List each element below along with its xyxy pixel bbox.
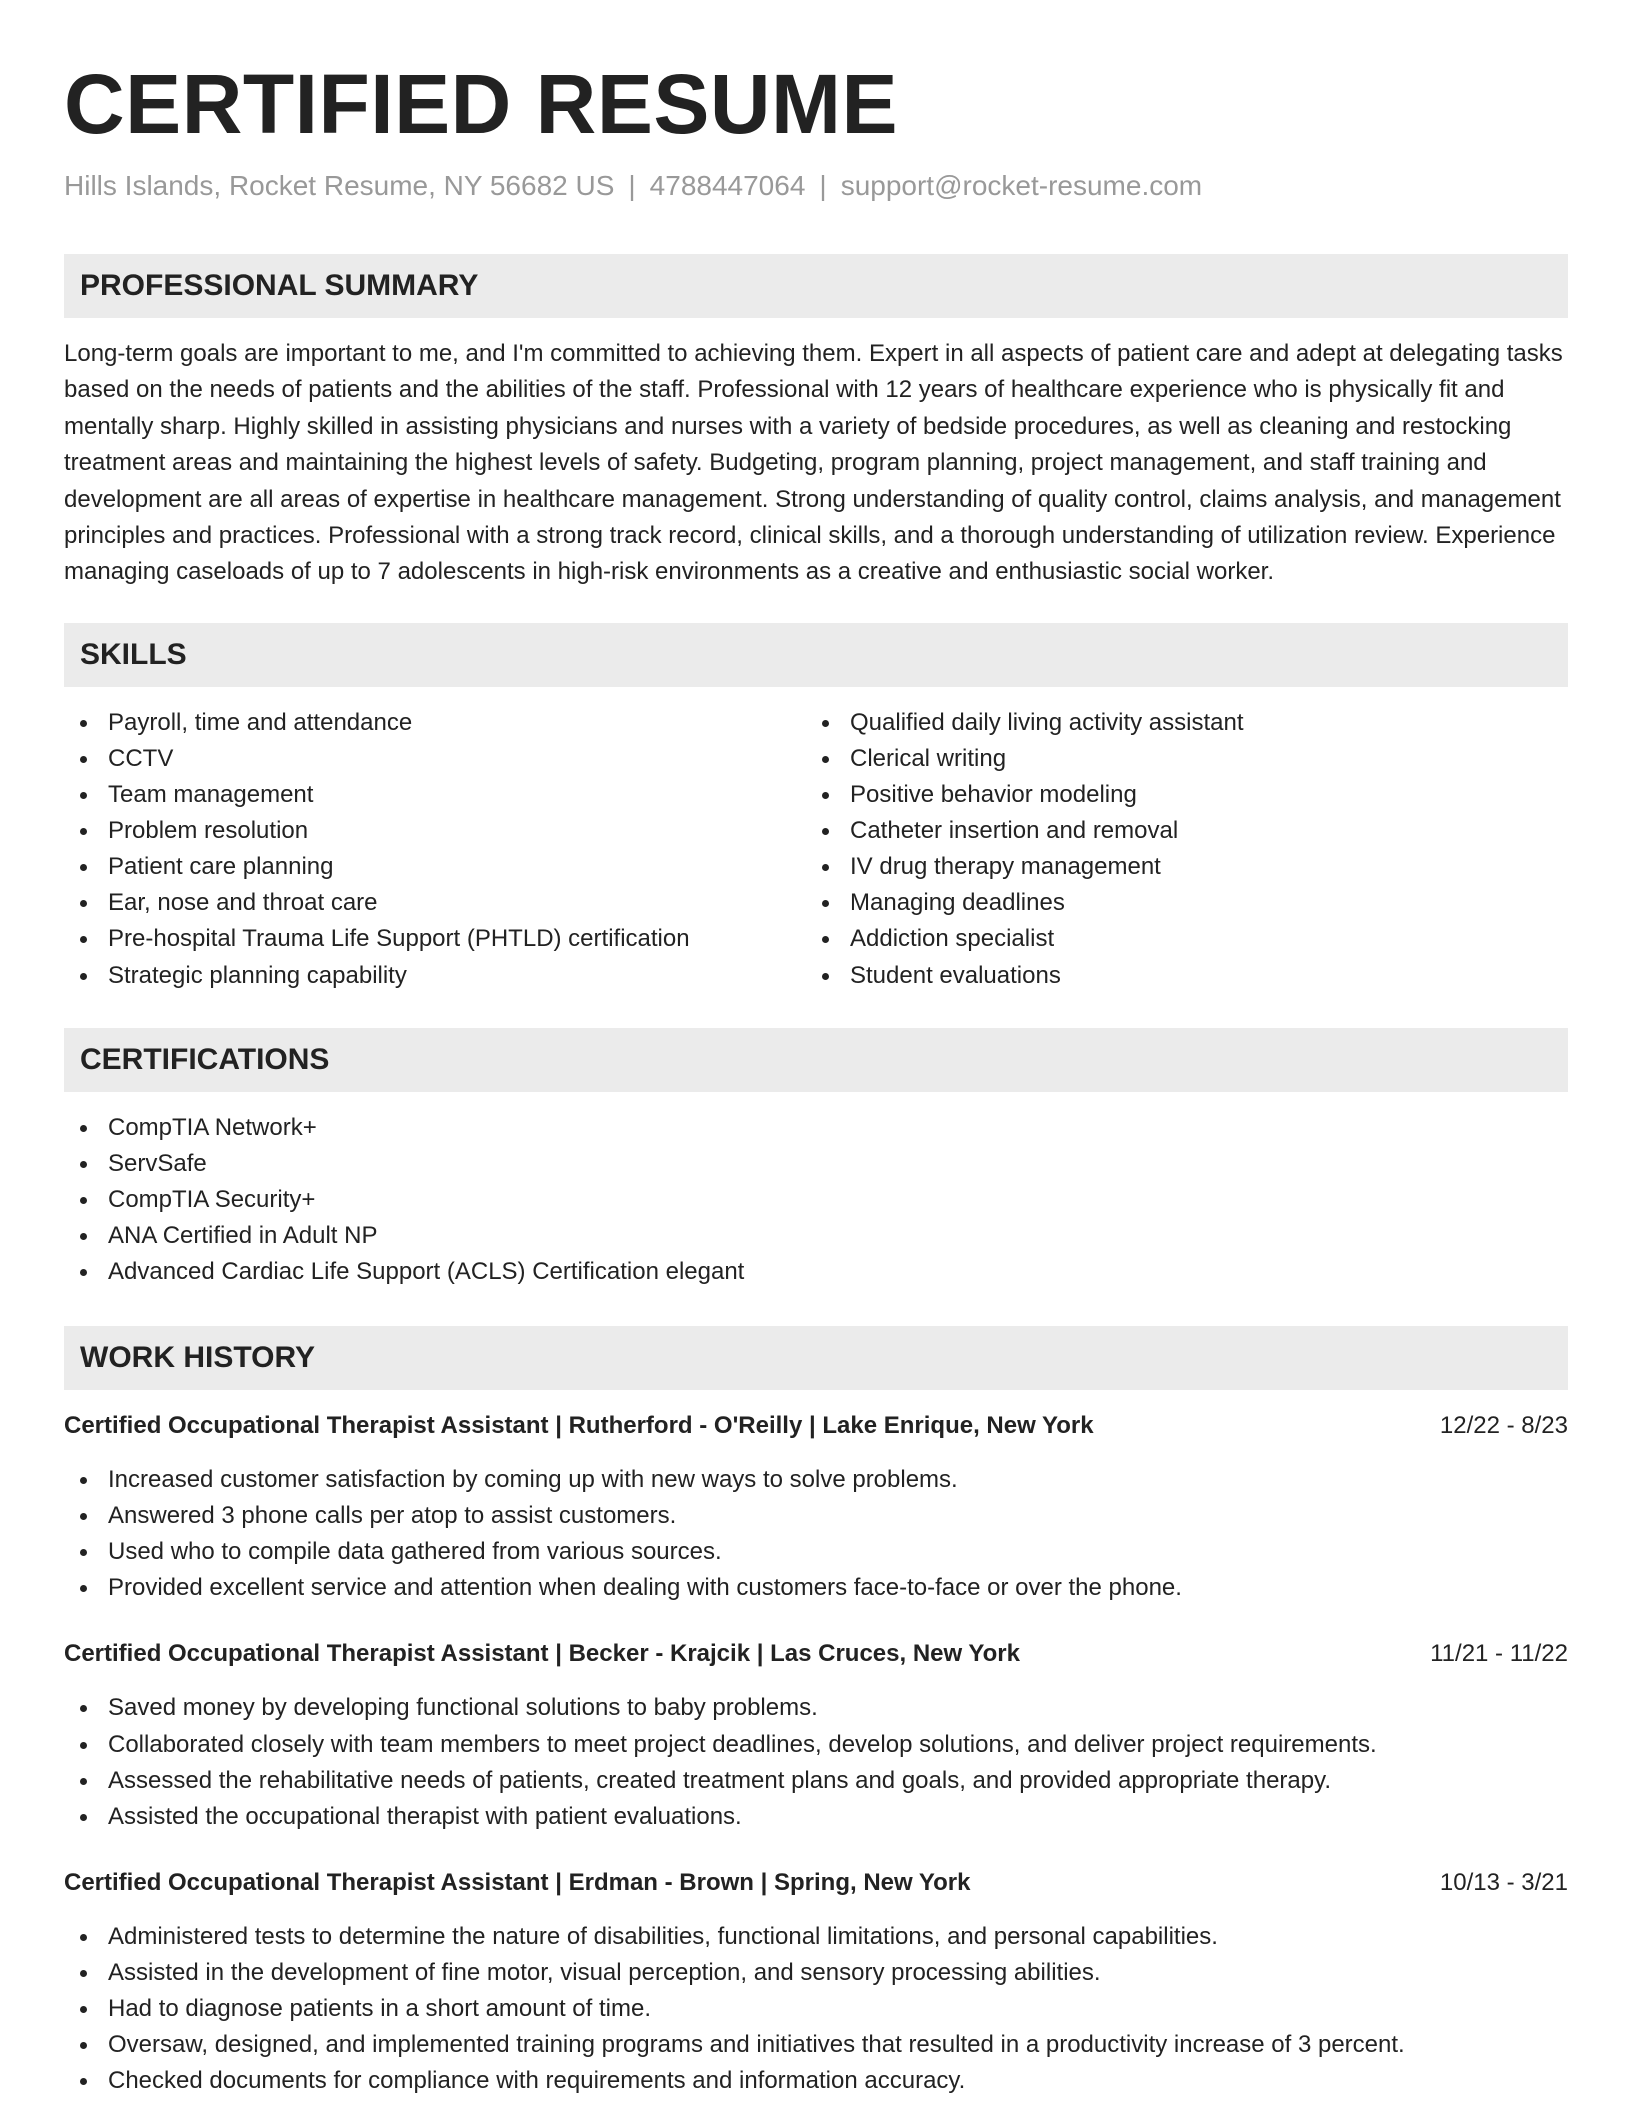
job-entry: [64, 1408, 1568, 1606]
job-entry: [64, 1865, 1568, 2099]
skill-item: Clerical writing: [806, 741, 1548, 777]
skill-item: Qualified daily living activity assistant: [806, 705, 1548, 741]
job-bullet: Assisted in the development of fine motor, visual perception, and sensory processing abilities.: [64, 1955, 1568, 1991]
contact-separator: |: [819, 170, 827, 201]
job-entry: [64, 1636, 1568, 1834]
skills-list-left: [64, 705, 806, 994]
contact-separator: |: [628, 170, 636, 201]
section-heading-skills: SKILLS: [64, 623, 1568, 687]
skill-item: Positive behavior modeling: [806, 777, 1548, 813]
job-title: Certified Occupational Therapist Assistant | Rutherford - O'Reilly | Lake Enrique, New York: [64, 1412, 1094, 1440]
skill-item: Ear, nose and throat care: [64, 885, 806, 921]
contact-address: Hills Islands, Rocket Resume, NY 56682 US: [64, 170, 615, 201]
job-bullet: Administered tests to determine the nature of disabilities, functional limitations, and personal capabilities.: [64, 1919, 1568, 1955]
job-bullet: Collaborated closely with team members to meet project deadlines, develop solutions, and deliver project requirements.: [64, 1727, 1568, 1763]
contact-line: [64, 168, 1568, 204]
job-bullet: Saved money by developing functional solutions to baby problems.: [64, 1690, 1568, 1726]
skill-item: IV drug therapy management: [806, 849, 1548, 885]
certification-item: CompTIA Security+: [64, 1182, 1568, 1218]
job-title: Certified Occupational Therapist Assistant | Erdman - Brown | Spring, New York: [64, 1868, 971, 1896]
job-bullets: [64, 1919, 1568, 2099]
section-heading-work-history: WORK HISTORY: [64, 1326, 1568, 1390]
skill-item: Catheter insertion and removal: [806, 813, 1548, 849]
job-bullet: Had to diagnose patients in a short amount of time.: [64, 1991, 1568, 2027]
skill-item: Patient care planning: [64, 849, 806, 885]
job-bullet: Assessed the rehabilitative needs of patients, created treatment plans and goals, and provided appropriate therapy.: [64, 1763, 1568, 1799]
job-header: [64, 1865, 1568, 1901]
job-bullet: Oversaw, designed, and implemented training programs and initiatives that resulted in a productivity increase of 3 percent.: [64, 2027, 1568, 2063]
job-bullet: Checked documents for compliance with requirements and information accuracy.: [64, 2063, 1568, 2099]
job-header: [64, 1408, 1568, 1444]
certification-item: CompTIA Network+: [64, 1110, 1568, 1146]
skill-item: Addiction specialist: [806, 921, 1548, 957]
section-heading-certifications: CERTIFICATIONS: [64, 1028, 1568, 1092]
job-bullet: Assisted the occupational therapist with patient evaluations.: [64, 1799, 1568, 1835]
job-bullets: [64, 1462, 1568, 1606]
contact-phone: 4788447064: [649, 170, 806, 201]
summary-text: Long-term goals are important to me, and I'm committed to achieving them. Expert in all aspects of patient care and adept at delegating tasks based on the needs of patients and the abilities of the staff. Professional with 12 years of healthcare experience who is physically fit and mentally sharp. Highly skilled in assisting physicians and nurses with a variety of bedside procedures, as well as cleaning and restocking treatment areas and maintaining the highest levels of safety. Budgeting, program planning, project management, and staff training and development are all areas of expertise in healthcare management. Strong understanding of quality control, claims analysis, and management principles and practices. Professional with a strong track record, clinical skills, and a thorough understanding of utilization review. Experience managing caseloads of up to 7 adolescents in high-risk environments as a creative and enthusiastic social worker.: [64, 340, 1563, 586]
resume-page: [64, 0, 1568, 2099]
skill-item: Team management: [64, 777, 806, 813]
skills-column-left: [64, 705, 806, 994]
skill-item: Pre-hospital Trauma Life Support (PHTLD) certification: [64, 921, 806, 957]
job-dates: 11/21 - 11/22: [1430, 1640, 1568, 1668]
resume-name: CERTIFIED RESUME: [64, 57, 899, 151]
skills-column-right: [806, 705, 1548, 994]
job-header: [64, 1636, 1568, 1672]
certification-item: ServSafe: [64, 1146, 1568, 1182]
job-title: Certified Occupational Therapist Assistant | Becker - Krajcik | Las Cruces, New York: [64, 1640, 1020, 1668]
skill-item: Strategic planning capability: [64, 958, 806, 994]
certification-item: ANA Certified in Adult NP: [64, 1218, 1568, 1254]
skills-grid: [64, 705, 1568, 994]
certification-item: Advanced Cardiac Life Support (ACLS) Certification elegant: [64, 1254, 1568, 1290]
skill-item: Student evaluations: [806, 958, 1548, 994]
certifications-list: [64, 1110, 1568, 1290]
job-dates: 12/22 - 8/23: [1439, 1412, 1568, 1440]
skills-list-right: [806, 705, 1548, 994]
skill-item: Managing deadlines: [806, 885, 1548, 921]
skill-item: Payroll, time and attendance: [64, 705, 806, 741]
job-bullet: Used who to compile data gathered from various sources.: [64, 1534, 1568, 1570]
job-bullet: Increased customer satisfaction by coming up with new ways to solve problems.: [64, 1462, 1568, 1498]
contact-email: support@rocket-resume.com: [840, 170, 1203, 201]
job-bullet: Answered 3 phone calls per atop to assist customers.: [64, 1498, 1568, 1534]
skill-item: Problem resolution: [64, 813, 806, 849]
job-dates: 10/13 - 3/21: [1439, 1868, 1568, 1896]
section-heading-summary: PROFESSIONAL SUMMARY: [64, 254, 1568, 318]
skill-item: CCTV: [64, 741, 806, 777]
job-bullets: [64, 1690, 1568, 1834]
job-bullet: Provided excellent service and attention when dealing with customers face-to-face or over the phone.: [64, 1570, 1568, 1606]
